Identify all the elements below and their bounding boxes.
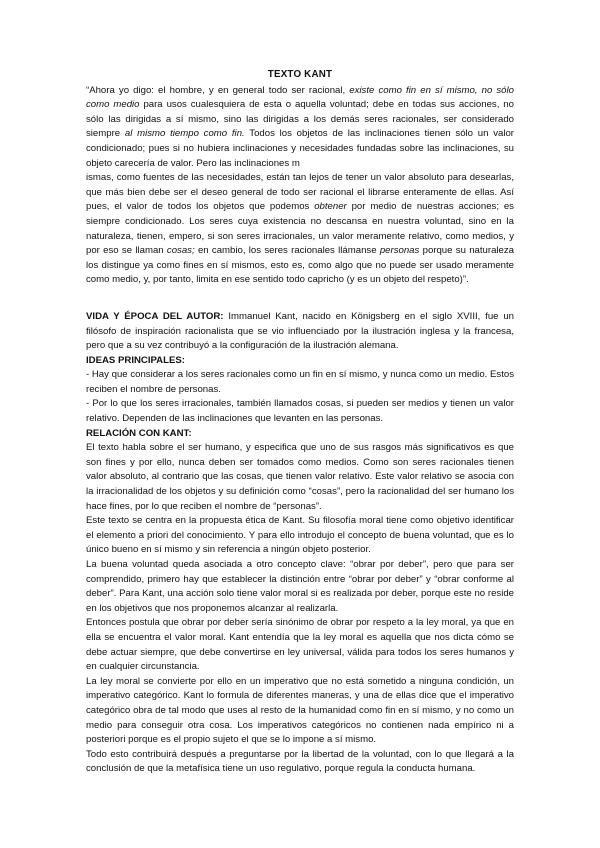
vida-section bbox=[86, 310, 514, 354]
quote-italic: obtener bbox=[314, 201, 347, 213]
ideas-item: - Por lo que los seres irracionales, también llamados cosas, si pueden ser medios y tienen un valor relativo. Dependen de las inclinaciones que levanten en las personas. bbox=[86, 398, 514, 425]
relacion-paragraph: Este texto se centra en la propuesta ética de Kant. Su filosofía moral tiene como objetivo identificar el elemento a priori del conocimiento. Y para ello introdujo el concepto de buena voluntad, que es lo único bueno en sí mismo y sin referencia a ningún objeto posterior. bbox=[86, 515, 514, 556]
document-title: TEXTO KANT bbox=[267, 69, 333, 80]
quote-italic: personas bbox=[379, 245, 420, 257]
document-page bbox=[86, 68, 514, 777]
quote-text: ismas, como fuentes de las necesidades, están tan lejos de tener un valor absoluto para desearlas, que más bien debe ser el deseo general de todo ser racional el librarse enteramente de ellas. Así pues, el valor de todos los objetos que podemos bbox=[86, 172, 514, 213]
quote-text: “Ahora yo digo: el hombre, y en general todo ser racional, bbox=[86, 84, 350, 96]
ideas-item: - Hay que considerar a los seres racionales como un fin en sí mismo, y nunca como un medio. Estos reciben el nombre de personas. bbox=[86, 369, 514, 395]
quote-text: en cambio, los seres racionales llámanse bbox=[194, 245, 380, 257]
quote-paragraph-2 bbox=[86, 171, 514, 288]
relacion-paragraph: Todo esto contribuirá después a preguntarse por la libertad de la voluntad, con lo que llegará a la conclusión de que la metafísica tiene un uso regulativo, porque regula la conducta humana. bbox=[86, 748, 514, 775]
quote-text: para usos cualesquiera de esta o aquella voluntad; debe en todas sus acciones, no sólo las dirigidas a sí mismo, sino las dirigidas a los demás seres racionales, ser considerado siempre bbox=[86, 99, 514, 140]
quote-paragraph-1 bbox=[86, 84, 514, 172]
vida-heading: VIDA Y ÉPOCA DEL AUTOR: bbox=[86, 310, 224, 322]
section-spacer bbox=[86, 288, 514, 310]
relacion-paragraph: El texto habla sobre el ser humano, y especifica que uno de sus rasgos más significativos es que son fines y por ello, nunca deben ser tomados como medios. Como son seres racionales tienen valor absoluto, al contrario que las cosas, que tienen valor relativo. Este valor relativo se asocia con la irracionalidad de los objetos y su definición como “cosas”, pero la racionalidad del ser humano los hace fines, por lo que reciben el nombre de “personas”. bbox=[86, 442, 514, 512]
quote-italic: al mismo tiempo como fin. bbox=[124, 128, 245, 140]
quote-text: porque su naturaleza los distingue ya como fines en sí mismos, esto es, como algo que no puede ser usado meramente como medio, y, por tanto, limita en ese sentido todo capricho (y es un objeto del respeto)”. bbox=[86, 245, 515, 286]
relacion-paragraph: La buena voluntad queda asociada a otro concepto clave: “obrar por deber”, pero que para ser comprendido, primero hay que establecer la distinción entre “obrar por deber” y “obrar conforme al deber”. Para Kant, una acción solo tiene valor moral si es realizada por deber, porque este no reside en los objetivos que nos proponemos alcanzar al realizarla. bbox=[86, 559, 514, 614]
relacion-paragraph: La ley moral se convierte por ello en un imperativo que no está sometido a ninguna condición, un imperativo categórico. Kant lo formula de diferentes maneras, y una de ellas dice que el imperativo categórico obra de tal modo que uses al resto de la humanidad como fin en sí mismo, y no como un medio para conseguir otra cosa. Los imperativos categóricos no contienen nada empírico ni a posteriori porque es el propio sujeto el que se lo impone a sí mismo. bbox=[86, 675, 514, 746]
relacion-heading: RELACIÓN CON KANT: bbox=[86, 427, 192, 439]
quote-italic: existe como fin en sí mismo, no sólo como medio bbox=[86, 84, 514, 111]
relacion-paragraph: Entonces postula que obrar por deber sería sinónimo de obrar por respeto a la ley moral, ya que en ella se encuentra el valor moral. Kant entendía que la ley moral es aquella que nos dicta cómo se debe actuar siempre, que debe convertirse en ley universal, válida para todos los seres humanos y en cualquier circunstancia. bbox=[86, 617, 514, 673]
quote-italic: cosas; bbox=[166, 245, 195, 257]
quote-text: por medio de nuestras acciones; es siempre condicionado. Los seres cuya existencia no descansa en nuestra voluntad, sino en la naturaleza, tienen, empero, si son seres irracionales, un valor meramente relativo, como medios, y por eso se llaman bbox=[86, 201, 514, 257]
ideas-heading: IDEAS PRINCIPALES: bbox=[86, 354, 185, 366]
vida-text: Immanuel Kant, nacido en Königsberg en el siglo XVIII, fue un filósofo de inspiración racionalista que se vio influenciado por la ilustración inglesa y la francesa, pero que a su vez contribuyó a la configuración de la ilustración alemana. bbox=[86, 310, 514, 352]
quote-text: Todos los objetos de las inclinaciones tienen sólo un valor condicionado; pues si no hubiera inclinaciones y necesidades fundadas sobre las inclinaciones, su objeto carecería de valor. Pero las inclinaciones m bbox=[86, 128, 514, 169]
